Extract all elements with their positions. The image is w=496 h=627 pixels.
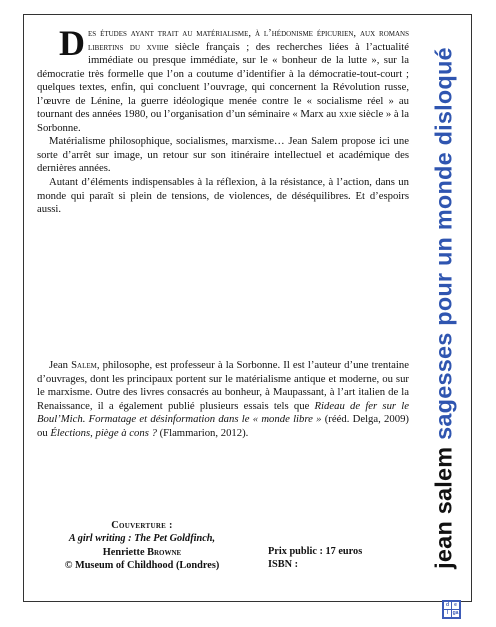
author-first-name: Jean bbox=[49, 359, 72, 371]
credits-heading: Couverture : bbox=[111, 520, 173, 531]
blurb-paragraph-2: Matérialisme philosophique, socialismes, marxisme… Jean Salem propose ici une sorte d’arrêt sur image, un retour sur son itinéraire intellectuel et académique des dernières années. bbox=[37, 135, 409, 175]
author-last-name: Salem bbox=[71, 359, 97, 371]
blurb-paragraph-3: Autant d’éléments indispensables à la réflexion, à la résistance, à l’action, dans un monde qui paraît si plein de tensions, de violences, de déséquilibres. Et d’espoirs aussi. bbox=[37, 176, 409, 216]
price-block bbox=[268, 545, 362, 572]
blurb-paragraph-1: Des études ayant trait au matérialisme, à l’hédonisme épicurien, aux romans libertins du xviiie siècle français ; des recherches liées à l’actualité immédiate ou presque immédiate, sur le « bonheur de la lutte », sur la démocratie très formelle que l’on a coutume d’identifier à la démocratie-tout-court ; quelques textes, enfin, qui concluent l’ouvrage, qui concernent la Révolution russe, l’œuvre de Lénine, la guerre idéologique menée contre le « socialisme réel » au tournant des années 1980, ou l’organisation d’un séminaire « Marx au xxie siècle » à la Sorbonne. bbox=[37, 23, 410, 134]
artist-name: Henriette Browne bbox=[102, 546, 182, 558]
book-title-1: Rideau de fer sur le Boul’Mich. Formatage et désinformation dans le « monde libre » bbox=[37, 399, 409, 426]
price-text: Prix public : 17 euros bbox=[268, 546, 363, 557]
isbn-text: ISBN : bbox=[268, 559, 299, 571]
museum-credit: © Museum of Childhood (Londres) bbox=[64, 560, 220, 572]
blurb bbox=[37, 23, 410, 217]
author-bio: Jean Salem, philosophe, est professeur à la Sorbonne. Il est l’auteur d’une trentaine d’ouvrages, dont les principaux portent sur le matérialisme antique et moderne, ou sur le marxisme. Outre des livres consacrés au bonheur, à Maupassant, à l’art italien de la Renaissance, il a également publié plusieurs essais tels que Rideau de fer sur le Boul’Mich. Formatage et désinformation dans le « monde libre » (rééd. Delga, 2009) ou Élections, piège à cons ? (Flammarion, 2012). bbox=[37, 359, 409, 439]
publisher-logo-icon: d e l ga bbox=[442, 600, 461, 619]
back-cover bbox=[23, 14, 472, 602]
drop-cap: D bbox=[59, 23, 85, 63]
book-title-2: Élections, piège à cons ? bbox=[50, 426, 157, 439]
cover-credits bbox=[24, 519, 260, 573]
spine-author: jean salem bbox=[430, 446, 457, 569]
spine-title-block bbox=[423, 15, 465, 601]
spine-book-title: sagesses pour un monde disloqué bbox=[430, 47, 457, 440]
artwork-title: A girl writing : The Pet Goldfinch, bbox=[68, 533, 216, 545]
